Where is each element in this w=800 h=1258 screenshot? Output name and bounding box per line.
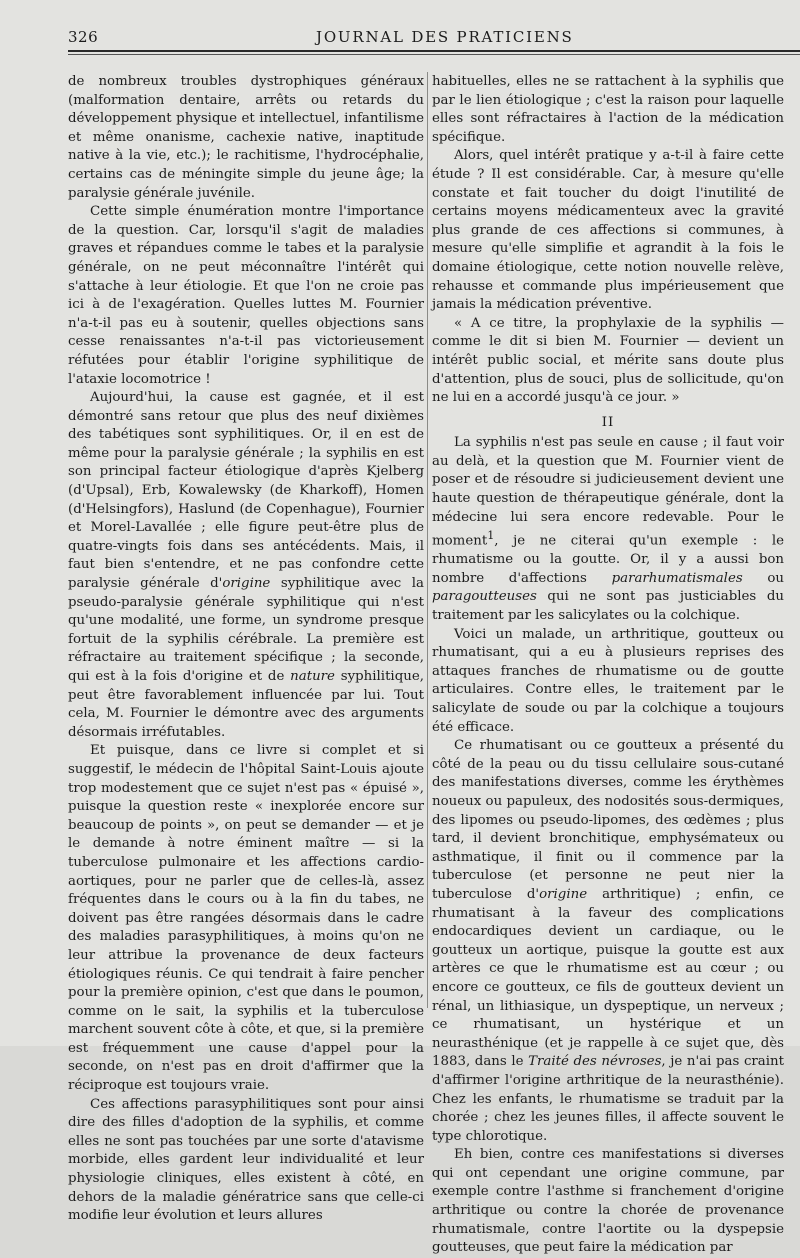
right-column xyxy=(432,73,784,1256)
page-header xyxy=(68,28,788,50)
text-run: La syphilis n'est pas seule en cause ; il faut voir au delà, et la question que M. Fournier vient de poser et de résoudre si judicieusement devient une haute question de thérapeutique générale, dont la médecine lui sera encore redevable. Pour le moment xyxy=(432,435,784,549)
column-divider xyxy=(427,72,428,1008)
section-heading: II xyxy=(601,414,615,430)
paragraph xyxy=(432,737,784,1146)
header-rule-thin xyxy=(68,54,800,55)
emphasis-paragoutteuses: paragoutteuses xyxy=(432,589,537,605)
paragraph: de nombreux troubles dystrophiques généraux (malformation dentaire, arrêts ou retards du développement physique et intellectuel, infantilisme et même onanisme, cachexie native, inaptitude native à la vie, etc.); le rachitisme, l'hydrocéphalie, certains cas de méningite simple du jeune âge; la paralysie générale juvénile. xyxy=(68,74,424,201)
paragraph xyxy=(68,389,424,742)
emphasis-pararhumatismales: pararhumatismales xyxy=(611,570,743,586)
text-run: , je ne citerai qu'un exemple : le rhumatisme ou la goutte. Or, il y a aussi bon nombre d'affections xyxy=(432,533,784,586)
paragraph: Eh bien, contre ces manifestations si diverses qui ont cependant une origine commune, par exemple contre l'asthme si franchement d'origine arthritique ou contre la chorée de provenance rhumatismale, contre l'aortite ou la dyspepsie goutteuses, que peut faire la médication par xyxy=(432,1147,784,1256)
footnote-mark: 1 xyxy=(487,529,495,543)
paragraph: « A ce titre, la prophylaxie de la syphilis — comme le dit si bien M. Fournier — devient un intérêt public social, et mérite sans doute plus d'attention, plus de souci, plus de sollicitude, qu'on ne lui en a accordé jusqu'à ce jour. » xyxy=(432,315,784,406)
text-run: Ce rhumatisant ou ce goutteux a présenté du côté de la peau ou du tissu cellulaire sous-cutané des manifestations diverses, comme les érythèmes noueux ou papuleux, des nodosités sous-dermiques, des lipomes ou pseudo-lipomes, des œdèmes ; plus tard, il devient bronchitique, emphysémateux ou asthmatique, il finit ou il commence par la tuberculose (et personne ne peut nier la tuberculose d' xyxy=(432,738,784,902)
paragraph: Ces affections parasyphilitiques sont pour ainsi dire des filles d'adoption de la syphilis, et comme elles ne sont pas touchées par une sorte d'atavisme morbide, elles gardent leur individualité et leur physiologie cliniques, elles existent à côté, en dehors de la maladie génératrice sans que celle-ci modifie leur évolution et leurs allures xyxy=(68,1096,424,1224)
paragraph: Alors, quel intérêt pratique y a-t-il à faire cette étude ? Il est considérable. Car, à mesure qu'elle constate et fait toucher du doigt l'inutilité de certains moyens médicamenteux avec la gravité plus grande de ces affections si communes, à mesure qu'elle simplifie et agrandit à la fois le domaine étiologique, cette notion nouvelle relève, rehausse et commande plus impérieusement que jamais la médication préventive. xyxy=(432,148,784,313)
emphasis-origine: origine xyxy=(222,576,271,592)
header-rule xyxy=(68,50,800,52)
emphasis-traite-des-nevroses: Traité des névroses xyxy=(528,1054,662,1070)
text-run: qui ne sont pas justiciables du traitement par les salicylates ou la colchique. xyxy=(432,589,784,624)
emphasis-nature: nature xyxy=(290,669,335,684)
text-run: syphilitique, peut être favorablement influencée par lui. Tout cela, M. Fournier le démontre avec des arguments désormais irréfutables. xyxy=(68,669,424,740)
paragraph: Et puisque, dans ce livre si complet et si suggestif, le médecin de l'hôpital Saint-Louis ajoute trop modestement que ce sujet n'est pas « épuisé », puisque la question reste « inexplorée encore sur beaucoup de points », on peut se demander — et je le demande à notre éminent maître — si la tuberculose pulmonaire et les affections cardio-aortiques, pour ne parler que de celles-là, assez fréquentes dans le cours ou à la fin du tabes, ne doivent pas être rangées désormais dans le cadre des maladies parasyphilitiques, à moins qu'on ne leur attribue la provenance de deux facteurs étiologiques réunis. Ce qui tendrait à faire pencher pour la première opinion, c'est que dans le poumon, comme on le sait, la syphilis et la tuberculose marchent souvent côte à côte, et que, si la première est fréquemment une cause d'appel pour la seconde, on n'est pas en droit d'affirmer que la réciproque est toujours vraie. xyxy=(68,743,424,1094)
text-run: syphilitique avec la pseudo-paralysie générale syphilitique qui n'est qu'une modalité, une forme, un syndrome presque fortuit de la syphilis cérébrale. La première est réfractaire au traitement spécifique ; la seconde, qui est à la fois d'origine et de xyxy=(68,576,424,684)
paragraph: habituelles, elles ne se rattachent à la syphilis que par le lien étiologique ; c'est la raison pour laquelle elles sont réfractaires à l'action de la médication spécifique. xyxy=(432,74,784,145)
paragraph: Cette simple énumération montre l'importance de la question. Car, lorsqu'il s'agit de maladies graves et répandues comme le tabes et la paralysie générale, on ne peut méconnaître l'intérêt qui s'attache à leur étiologie. Et que l'on ne croie pas ici à de l'exagération. Quelles luttes M. Fournier n'a-t-il pas eu à soutenir, quelles objections sans cesse renaissantes n'a-t-il pas victorieusement réfutées pour établir l'origine syphilitique de l'ataxie locomotrice ! xyxy=(68,204,424,387)
text-run: Aujourd'hui, la cause est gagnée, et il est démontré sans retour que plus des neuf dixièmes des tabétiques sont syphilitiques. Or, il en est de même pour la paralysie générale ; la syphilis en est son principal facteur étiologique d'après Kjelberg (d'Upsal), Erb, Kowalewsky (de Kharkoff), Homen (d'Helsingfors), Haslund (de Copenhague), Fournier et Morel-Lavallée ; elle figure peut-être plus de quatre-vingts fois dans ses antécédents. Mais, il faut bien s'entendre, et ne pas confondre cette paralysie générale d' xyxy=(68,390,424,592)
running-title: JOURNAL DES PRATICIENS xyxy=(316,28,574,46)
paragraph: Voici un malade, un arthritique, goutteux ou rhumatisant, qui a eu à plusieurs reprises des attaques franches de rhumatisme ou de goutte articulaires. Contre elles, le traitement par le salicylate de soude ou par la colchique a toujours été efficace. xyxy=(432,626,784,735)
paragraph xyxy=(432,434,784,625)
text-run: arthritique) ; enfin, ce rhumatisant à la faveur des complications endocardiques devient un cardiaque, ou le goutteux un aortique, puisque la goutte est aux artères ce que le rhumatisme est au cœur ; ou encore ce goutteux, ce fils de goutteux devient un rénal, un lithiasique, un dyspeptique, un nerveux ; ce rhumatisant, un hystérique et un neurasthénique (et je rappelle à ce sujet que, dès 1883, dans le xyxy=(432,886,784,1070)
page-number: 326 xyxy=(68,28,99,46)
left-column xyxy=(68,73,424,1224)
text-run: , je n'ai pas craint d'affirmer l'origine arthritique de la neurasthénie). Chez les enfants, le rhumatisme se traduit par la chorée ; chez les jeunes filles, il affecte souvent le type chlorotique. xyxy=(432,1054,784,1144)
emphasis-origine: origine xyxy=(539,886,588,902)
text-run: ou xyxy=(742,570,784,586)
